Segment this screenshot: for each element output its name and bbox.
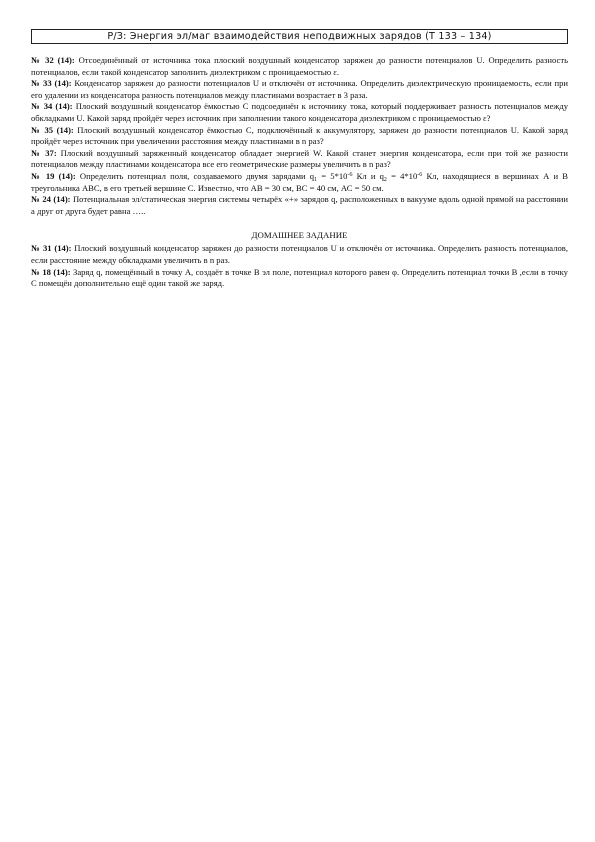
problem-text: Плоский воздушный конденсатор ёмкостью С подсоединён к источнику тока, который поддерживает разность потенциалов между обкладками U. Какой заряд пройдёт через источник при заполнении такого конденсатора диэлектриком с проницаемостью ε? bbox=[31, 101, 568, 123]
problem-text: Плоский воздушный заряженный конденсатор обладает энергией W. Какой станет энергия конденсатора, если при той же разности потенциалов между пластинами конденсатора все его геометрические размеры увеличить в n раз? bbox=[31, 147, 569, 170]
page-header: Р/З: Энергия эл/маг взаимодействия неподвижных зарядов (Т 133 – 134) bbox=[31, 29, 568, 44]
problem-text: Конденсатор заряжен до разности потенциалов U и отключён от источника. Определить диэлектрическую проницаемость, если при его удалении из конденсатора разность потенциалов между пластинами возрастает в 3 раза. bbox=[31, 78, 568, 100]
superscript: -6 bbox=[417, 171, 423, 178]
problem-number: № 18 (14): bbox=[31, 266, 71, 277]
problem-number: № 33 (14): bbox=[31, 78, 72, 89]
homework-title: ДОМАШНЕЕ ЗАДАНИЕ bbox=[251, 230, 348, 241]
homework-problem-18 bbox=[31, 267, 568, 290]
problem-text: Заряд q, помещённый в точку А, создаёт в точке В эл поле, потенциал которого равен φ. Определить потенциал точки В ,если в точку С помещён дополнительно ещё один такой же заряд. bbox=[31, 266, 568, 289]
problem-number: № 19 (14): bbox=[31, 170, 76, 181]
problem-32 bbox=[31, 55, 568, 78]
problem-text: Потенциальная эл/статическая энергия системы четырёх «+» зарядов q, расположенных в вакууме вдоль одной прямой на расстоянии a друг от друга будет равна ….. bbox=[31, 194, 568, 216]
problem-text: Определить потенциал поля, создаваемого двумя зарядами q bbox=[75, 170, 315, 181]
problem-37 bbox=[31, 148, 568, 171]
problem-33 bbox=[31, 78, 568, 101]
problem-text: Кл и q bbox=[352, 170, 384, 181]
problem-number: № 32 (14): bbox=[31, 55, 75, 65]
problem-34 bbox=[31, 101, 568, 124]
problems-section bbox=[31, 55, 568, 290]
homework-problem-31 bbox=[31, 243, 568, 266]
problem-text: = 5*10 bbox=[317, 170, 348, 181]
problem-number: № 31 (14): bbox=[31, 243, 72, 254]
problem-19 bbox=[31, 171, 568, 194]
problem-text: Плоский воздушный конденсатор заряжен до разности потенциалов U и отключён от источника. Определить разность потенциалов, если расстояние между обкладками увеличить в n раз. bbox=[31, 243, 568, 265]
superscript: -6 bbox=[347, 171, 353, 178]
problem-number: № 24 (14): bbox=[31, 194, 71, 205]
problem-35 bbox=[31, 125, 568, 148]
problem-text: Плоский воздушный конденсатор ёмкостью С, подключённый к аккумулятору, заряжен до разности потенциалов U. Какой заряд пройдёт через источник при увеличении расстояния между пластинами в n раз? bbox=[31, 124, 568, 147]
problem-text: = 4*10 bbox=[386, 170, 418, 181]
subscript: 1 bbox=[314, 176, 318, 183]
problem-number: № 37: bbox=[31, 147, 57, 158]
problem-24 bbox=[31, 194, 568, 217]
problem-text: Кл, находящиеся в вершинах А и В треугольника АВС, в его третьей вершине С. Известно, что АВ = 30 см, ВС = 40 см, АС = 50 см. bbox=[31, 170, 569, 193]
problem-number: № 34 (14): bbox=[31, 101, 73, 112]
subscript: 2 bbox=[383, 176, 387, 183]
problem-number: № 35 (14): bbox=[31, 124, 74, 135]
problem-text: Отсоединённый от источника тока плоский воздушный конденсатор заряжен до разности потенциалов U. Определить разность потенциалов, если такой конденсатор заполнить диэлектриком с проницаемостью ε. bbox=[31, 55, 568, 77]
